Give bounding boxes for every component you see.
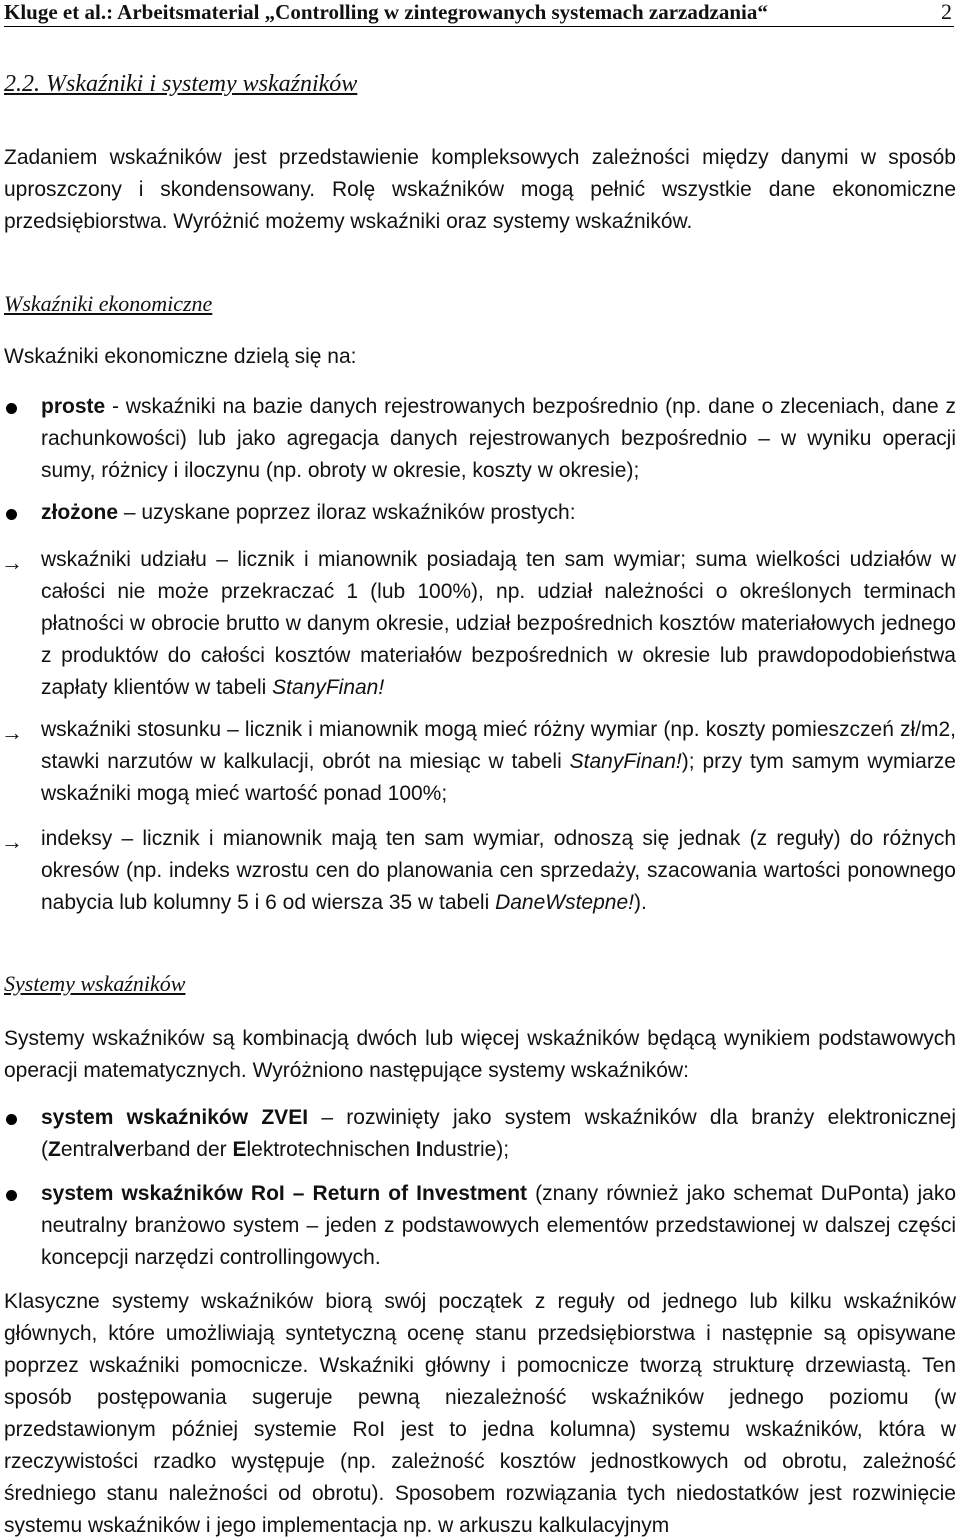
zvei-letter-v: v [113, 1138, 126, 1161]
ratio-ref: StanyFinan! [569, 750, 682, 773]
index-ref: DaneWstepne! [495, 891, 634, 914]
term-zvei: system wskaźników ZVEI [41, 1106, 309, 1129]
systems-closing: Klasyczne systemy wskaźników biorą swój początek z reguły od jednego lub kilku wskaźników głównych, które umożliwiają syntetyczną ocenę stanu przedsiębiorstwa i następnie są opisywane poprzez wskaźniki pomocnicze. Wskaźniki główny i pomocnicze tworzą strukturę drzewiastą. Ten sposób postępowania sugeruje pewną niezależność wskaźników jednego poziomu (w przedstawionym później systemie RoI jest to jedna kolumna) systemu wskaźników, która w rzeczywistości rzadko występuje (np. zależność kosztów jednostkowych od obrotu, zależność średniego stanu należności od obrotu). Sposobem rozwiązania tych niedostatków jest rozwinięcie systemu wskaźników i jego implementacja np. w arkuszu kalkulacyjnym [4, 1290, 956, 1537]
zvei-text: – rozwinięty jako system wskaźników dla branży elektronicznej ( [41, 1106, 956, 1161]
simple-text: - wskaźniki na bazie danych rejestrowanych bezpośrednio (np. dane o zleceniach, dane z rachunkowości) lub jako agregacja danych rejestrowanych bezpośrednio – w wyniku operacji sumy, różnicy i iloczynu (np. obroty w okresie, koszty w okresie); [41, 395, 956, 482]
list-item-index [41, 823, 956, 919]
term-complex: złożone [41, 501, 118, 524]
ratio-text-b: ); przy tym samym wymiarze wskaźniki mogą mieć wartość ponad 100%; [41, 750, 956, 805]
bullet-icon [6, 403, 17, 414]
section-heading: 2.2. Wskaźniki i systemy wskaźników [4, 71, 358, 97]
zvei-part: ndustrie); [421, 1138, 510, 1161]
arrow-right-icon: → [1, 720, 23, 745]
share-text: wskaźniki udziału – licznik i mianownik posiadają ten sam wymiar; suma wielkości udziałów w całości nie może przekraczać 1 (lub 100%), np. udział należności o określonych terminach płatności w obrocie brutto w danym okresie, udział bezpośrednich kosztów materiałowych jednego z produktów do całości kosztów materiałów bezpośrednich w okresie lub prawdopodobieństwa zapłaty klientów w tabeli [41, 548, 956, 699]
systems-heading: Systemy wskaźników [4, 971, 186, 996]
roi-text: (znany również jako schemat DuPonta) jako neutralny branżowo system – jeden z podstawowych elementów przedstawionej w dalszej części koncepcji narzędzi controllingowych. [41, 1182, 956, 1269]
bullet-icon [6, 1114, 17, 1125]
zvei-part: entral [60, 1138, 114, 1161]
complex-text: – uzyskane poprzez iloraz wskaźników prostych: [118, 501, 576, 524]
zvei-letter-z: Z [48, 1138, 61, 1161]
list-item-zvei [41, 1102, 956, 1166]
index-text: indeksy – licznik i mianownik mają ten sam wymiar, odnoszą się jednak (z reguły) do różnych okresów (np. indeks wzrostu cen do planowania cen sprzedaży, szacowania wartości ponownego nabycia lub kolumny 5 i 6 od wiersza 35 w tabeli [41, 827, 956, 914]
bullet-icon [6, 1190, 17, 1201]
zvei-part: erband der [125, 1138, 233, 1161]
term-roi: system wskaźników RoI – Return of Investment [41, 1182, 528, 1205]
section-intro: Zadaniem wskaźników jest przedstawienie kompleksowych zależności między danymi w sposób uproszczony i skondensowany. Rolę wskaźników mogą pełnić wszystkie dane ekonomiczne przedsiębiorstwa. Wyróżnić możemy wskaźniki oraz systemy wskaźników. [4, 146, 956, 233]
term-simple: proste [41, 395, 106, 418]
zvei-letter-i: I [415, 1138, 422, 1161]
share-ref: StanyFinan! [272, 676, 385, 699]
economic-heading: Wskaźniki ekonomiczne [4, 291, 213, 316]
header-title: Kluge et al.: Arbeitsmaterial „Controlling w zintegrowanych systemach zarzadzania“ [4, 0, 768, 24]
list-item-simple [41, 391, 956, 487]
economic-lead: Wskaźniki ekonomiczne dzielą się na: [4, 345, 357, 368]
zvei-part: lektrotechnischen [246, 1138, 416, 1161]
list-item-share [41, 544, 956, 704]
running-header [4, 0, 954, 27]
zvei-letter-e: E [232, 1138, 247, 1161]
index-tail: ). [634, 891, 647, 914]
arrow-right-icon: → [1, 829, 23, 854]
systems-intro: Systemy wskaźników są kombinacją dwóch lub więcej wskaźników będącą wynikiem podstawowych operacji matematycznych. Wyróżniono następujące systemy wskaźników: [4, 1027, 956, 1082]
page-number: 2 [941, 0, 952, 24]
list-item-roi [41, 1178, 956, 1274]
arrow-right-icon: → [1, 550, 23, 575]
list-item-ratio [41, 714, 956, 810]
ratio-text-a: wskaźniki stosunku – licznik i mianownik mogą mieć różny wymiar (np. koszty pomieszczeń zł/m2, stawki narzutów w kalkulacji, obrót na miesiąc w tabeli [41, 718, 956, 773]
bullet-icon [6, 509, 17, 520]
list-item-complex [41, 497, 956, 529]
